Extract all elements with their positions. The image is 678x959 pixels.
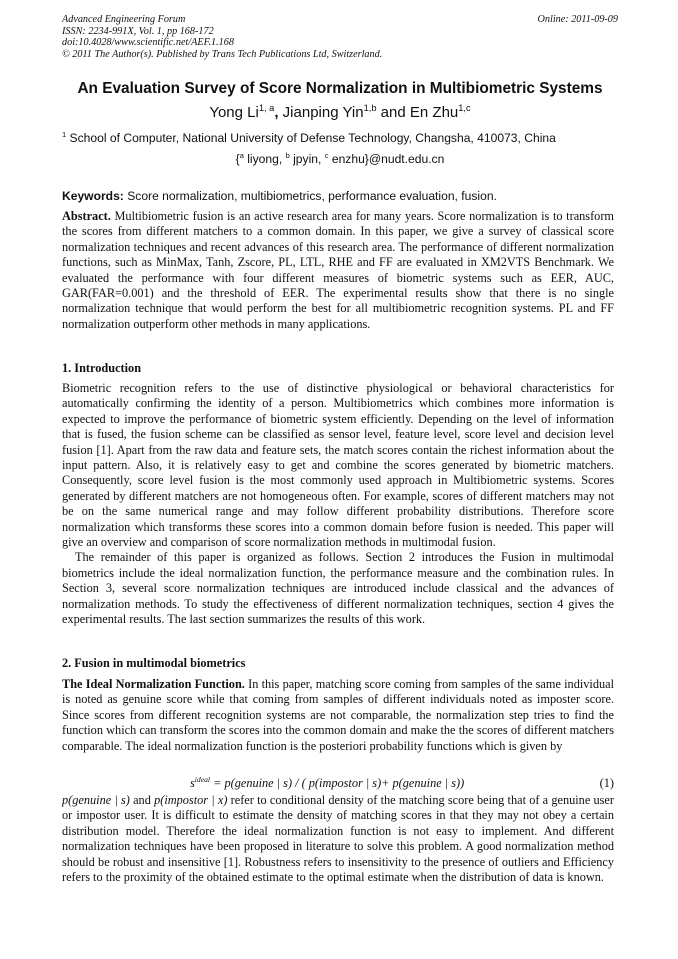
abstract-label: Abstract. (62, 209, 111, 223)
author-emails (40, 152, 640, 166)
email-a: liyong, (247, 152, 283, 166)
paper-title: An Evaluation Survey of Score Normalization in Multibiometric Systems (77, 80, 603, 97)
equation-lhs: s (190, 776, 195, 790)
affiliation-mark: 1 (62, 129, 67, 139)
affiliation-text: School of Computer, National University of Defense Technology, Changsha, 410073, China (69, 131, 556, 145)
email-brace: { (235, 152, 240, 166)
journal-name: Advanced Engineering Forum (62, 14, 186, 25)
author-separator: and (376, 104, 410, 121)
doi-line: doi:10.4028/www.scientific.net/AEF.1.168 (62, 37, 234, 48)
author-affiliation-mark: 1,c (458, 103, 471, 113)
introduction-body (62, 381, 614, 628)
author-name: Jianping Yin (282, 104, 364, 121)
journal-header (62, 14, 618, 60)
abstract (62, 209, 614, 332)
author-list (40, 104, 640, 121)
email-b: jpyin, (293, 152, 322, 166)
keywords-text: Score normalization, multibiometrics, performance evaluation, fusion. (127, 189, 497, 203)
inline-text: and (129, 793, 155, 807)
author-affiliation-mark: 1, a (258, 103, 275, 113)
abstract-text: Multibiometric fusion is an active research area for many years. Score normalization is to transform the scores from different matchers to a common domain. In this paper, we give a survey of classical score normalization techniques and recent advances of this research area. The performance of different normalization functions, such as MinMax, Tanh, Zscore, PL, LTL, RHE and FF are evaluated in XM2VTS Benchmark. We evaluated the performance with four different measures of biometric systems such as EER, AUC, GAR(FAR=0.001) and the threshold of EER. The experimental results show that there is no single normalization technique that would perform the best for all multibiometric recognition systems. PL and FF normalization outperform other methods in many applications. (62, 209, 614, 331)
keywords (62, 189, 618, 203)
email-mark: a (239, 150, 244, 160)
issn-line: ISSN: 2234-991X, Vol. 1, pp 168-172 (62, 25, 214, 37)
email-c: enzhu}@nudt.edu.cn (331, 152, 445, 166)
paragraph: refer to conditional density of the matching score being that of a genuine user or impostor user. It is difficult to estimate the density of matching scores in that they may not obey a certain distribution model. Therefore the ideal normalization function is not easy to implement. And different normalization techniques have been proposed in literature to solve this problem. A good normalization method should be robust and insensitive [1]. Robustness refers to insensitivity to the presence of outliers and Efficiency refers to the proximity of the obtained estimate to the optimal estimate when the distribution of data is known. (62, 793, 614, 885)
section-heading-fusion: 2. Fusion in multimodal biometrics (62, 656, 246, 670)
equation-number: (1) (599, 776, 614, 790)
author-name: Yong Li (209, 104, 259, 121)
inline-math: p(impostor | x) (154, 793, 228, 807)
paragraph: The remainder of this paper is organized as follows. Section 2 introduces the Fusion in multimodal biometrics include the ideal normalization function, the performance measure and the combination rules. In Section 3, several score normalization techniques are introduced include classical and the advances of normalization methods. To study the effectiveness of different normalization techniques, section 4 gives the experimental results. The last section summarizes the results of this work. (62, 550, 614, 627)
equation-lhs-superscript: ideal (194, 774, 211, 784)
fusion-body-continued (62, 793, 614, 885)
copyright-line: © 2011 The Author(s). Published by Trans Tech Publications Ltd, Switzerland. (62, 48, 383, 60)
subsection-label: The Ideal Normalization Function. (62, 677, 245, 691)
equation-rhs: = p(genuine | s) / ( p(impostor | s)+ p(genuine | s)) (213, 776, 465, 790)
inline-math: p(genuine | s) (62, 793, 130, 807)
author-name: En Zhu (409, 104, 459, 121)
equation-expression (190, 776, 464, 791)
email-mark: b (285, 150, 290, 160)
section-heading-introduction: 1. Introduction (62, 361, 142, 375)
paragraph: In this paper, matching score coming from samples of the same individual is noted as genuine score while that coming from samples of different individuals noted as imposter score. Since scores from different recognition systems are not comparable, the normalization step tries to find the function which can transform the scores into the common domain and make the the scores of different matchers comparable. The ideal normalization function is the posteriori probability functions which is given by (62, 677, 615, 753)
equation-1 (62, 776, 614, 792)
affiliation (62, 131, 622, 145)
fusion-body (62, 677, 614, 754)
online-date: Online: 2011-09-09 (537, 14, 618, 25)
author-separator: , (274, 104, 283, 121)
paragraph: Biometric recognition refers to the use of distinctive physiological or behavioral characteristics for automatically confirming the identity of a person. Multibiometrics which combines more information is expected to improve the performance of biometric system efficiently. Depending on the level of information that is fused, the fusion scheme can be classified as sensor level, feature level, score level and decision level fusion [1]. Apart from the raw data and feature sets, the match scores contain the richest information about the input pattern. Also, it is relatively easy to get and combine the scores generated by biometric matchers. Consequently, score level fusion is the most commonly used approach in Multibiometric systems. Scores generated by different matchers are not homogeneous often. For example, scores of different matchers may not be on the same numerical range and may follow different probability distributions. Therefore score normalization which transforms these scores into a common domain before fusion is needed. This paper will give an overview and comparison of score normalization methods in multimodal fusion. (62, 381, 614, 550)
keywords-label: Keywords: (62, 189, 124, 203)
email-mark: c (324, 150, 329, 160)
author-affiliation-mark: 1,b (363, 103, 377, 113)
